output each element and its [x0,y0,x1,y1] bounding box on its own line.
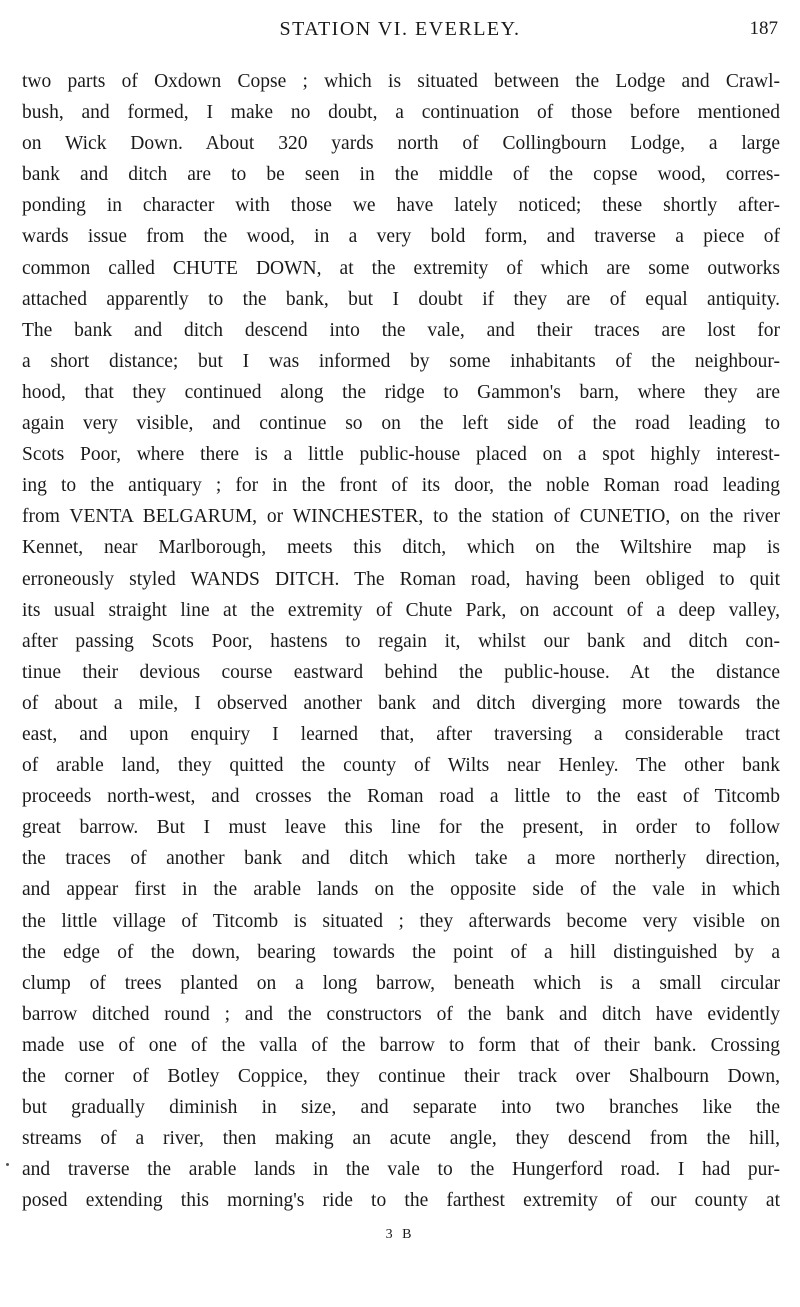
text-line: streams of a river, then making an acute angle, they descend from the hill, [22,1128,780,1150]
text-line: clump of trees planted on a long barrow, beneath which is a small circular [22,972,780,994]
text-line: two parts of Oxdown Copse ; which is situated between the Lodge and Crawl- [22,71,780,92]
text-line: the traces of another bank and ditch which take a more northerly direction, [22,848,780,870]
text-line: but gradually diminish in size, and separate into two branches like the [22,1097,780,1119]
page-header [0,14,800,44]
text-line: and appear first in the arable lands on the opposite side of the vale in which [22,879,780,901]
text-line: of about a mile, I observed another bank and ditch diverging more towards the [22,692,780,714]
page-number: 187 [749,18,778,39]
text-line: of arable land, they quitted the county of Wilts near Henley. The other bank [22,755,780,777]
text-line: the little village of Titcomb is situated ; they afterwards become very visible on [22,910,780,932]
text-line: Scots Poor, where there is a little public-house placed on a spot highly interest- [22,444,780,466]
text-line: common called CHUTE DOWN, at the extremity of which are some outworks [22,257,780,279]
text-line: a short distance; but I was informed by some inhabitants of the neighbour- [22,350,780,372]
text-line: its usual straight line at the extremity of Chute Park, on account of a deep valley, [22,599,780,621]
text-line: wards issue from the wood, in a very bold form, and traverse a piece of [22,226,780,248]
text-line: bush, and formed, I make no doubt, a continuation of those before mentioned [22,102,780,124]
text-line: great barrow. But I must leave this line for the present, in order to follow [22,817,780,839]
text-line: proceeds north-west, and crosses the Roman road a little to the east of Titcomb [22,786,780,808]
text-line: hood, that they continued along the ridge to Gammon's barn, where they are [22,381,780,403]
text-line: made use of one of the valla of the barrow to form that of their bank. Crossing [22,1034,780,1056]
text-line: The bank and ditch descend into the vale, and their traces are lost for [22,319,780,341]
text-line: ing to the antiquary ; for in the front of its door, the noble Roman road leading [22,475,780,497]
body-text [22,66,780,1216]
text-line: barrow ditched round ; and the constructors of the bank and ditch have evidently [22,1003,780,1025]
text-line: tinue their devious course eastward behind the public-house. At the distance [22,661,780,683]
signature-mark: 3 B [385,1227,415,1242]
text-line: and traverse the arable lands in the vale to the Hungerford road. I had pur- [22,1159,780,1181]
running-head: STATION VI. EVERLEY. [279,18,521,40]
text-line: bank and ditch are to be seen in the middle of the copse wood, corres- [22,164,780,186]
text-line: on Wick Down. About 320 yards north of Collingbourn Lodge, a large [22,133,780,155]
stray-ink-mark [6,1163,9,1166]
text-line: erroneously styled WANDS DITCH. The Roman road, having been obliged to quit [22,568,780,590]
text-line: attached apparently to the bank, but I doubt if they are of equal antiquity. [22,288,780,310]
text-line: posed extending this morning's ride to the farthest extremity of our county at [22,1190,780,1212]
text-line: again very visible, and continue so on the left side of the road leading to [22,413,780,435]
text-line: Kennet, near Marlborough, meets this ditch, which on the Wiltshire map is [22,537,780,559]
text-line: east, and upon enquiry I learned that, after traversing a considerable tract [22,723,780,745]
text-line: ponding in character with those we have lately noticed; these shortly after- [22,195,780,217]
text-line: the edge of the down, bearing towards the point of a hill distinguished by a [22,941,780,963]
text-line: after passing Scots Poor, hastens to regain it, whilst our bank and ditch con- [22,630,780,652]
text-line: from VENTA BELGARUM, or WINCHESTER, to the station of CUNETIO, on the river [22,506,780,528]
text-line: the corner of Botley Coppice, they continue their track over Shalbourn Down, [22,1066,780,1087]
